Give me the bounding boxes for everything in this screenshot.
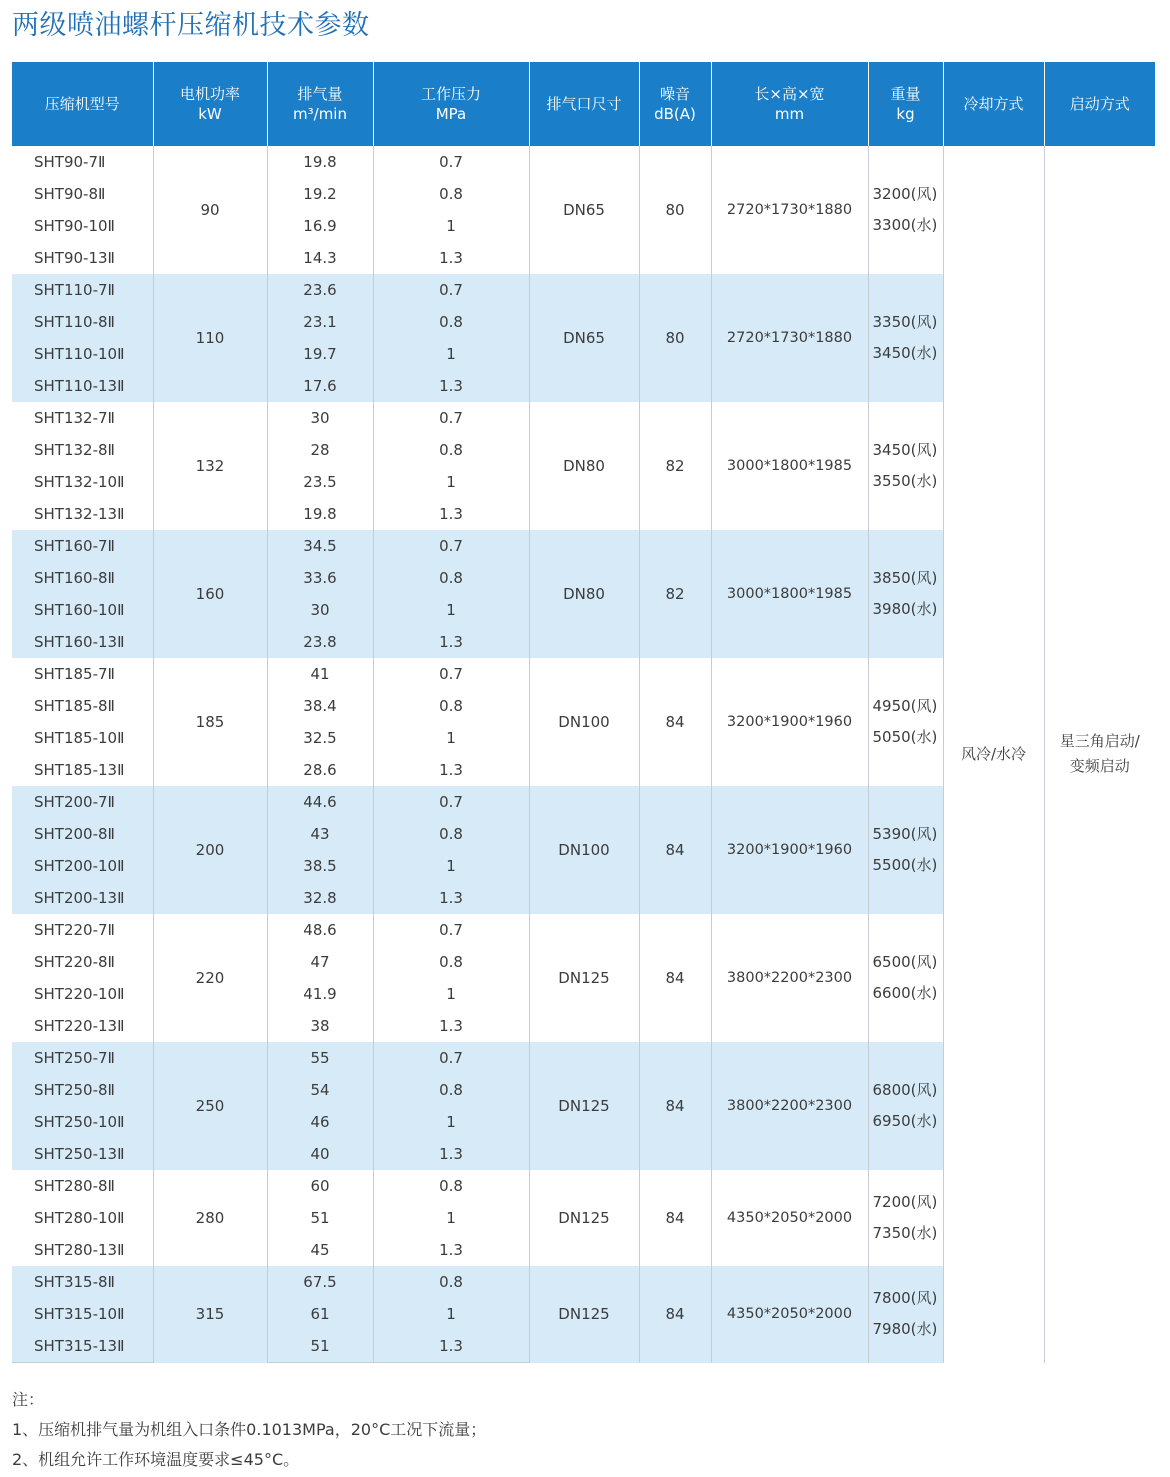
noise-cell: 80 — [639, 274, 711, 402]
power-cell: 250 — [153, 1042, 267, 1170]
model-cell: SHT90-10Ⅱ — [34, 217, 115, 235]
dimensions-cell: 2720*1730*1880 — [711, 146, 868, 274]
model-cell: SHT315-8Ⅱ — [12, 1266, 153, 1298]
dimensions-cell: 3200*1900*1960 — [711, 658, 868, 786]
pressure-cell: 1 — [373, 466, 529, 498]
header-outlet: 排气口尺寸 — [529, 62, 639, 146]
model-cell: SHT110-10Ⅱ — [12, 338, 153, 370]
outlet-cell: DN125 — [529, 1170, 639, 1266]
noise-cell: 82 — [639, 402, 711, 530]
model-cell: SHT90-13Ⅱ — [34, 249, 115, 267]
pressure-cell: 1 — [373, 338, 529, 370]
model-cell: SHT160-8Ⅱ — [12, 562, 153, 594]
model-cell: SHT185-7Ⅱ — [34, 665, 115, 683]
model-cell: SHT280-8Ⅱ — [34, 1177, 115, 1195]
pressure-cell: 0.8 — [373, 434, 529, 466]
flow-cell: 40 — [267, 1138, 373, 1170]
pressure-cell: 0.7 — [373, 658, 529, 690]
pressure-cell: 1 — [373, 850, 529, 882]
model-cell: SHT315-10Ⅱ — [12, 1298, 153, 1330]
pressure-cell: 0.7 — [373, 786, 529, 818]
flow-cell: 34.5 — [267, 530, 373, 562]
flow-cell: 23.1 — [267, 306, 373, 338]
noise-cell: 82 — [639, 530, 711, 658]
pressure-cell: 0.7 — [373, 146, 529, 178]
dimensions-cell: 4350*2050*2000 — [711, 1266, 868, 1363]
pressure-cell: 1.3 — [373, 498, 529, 530]
flow-cell: 17.6 — [267, 370, 373, 402]
power-cell: 110 — [153, 274, 267, 402]
pressure-cell: 1.3 — [373, 1330, 529, 1363]
flow-cell: 14.3 — [267, 242, 373, 274]
dimensions-cell: 3000*1800*1985 — [711, 530, 868, 658]
dimensions-cell: 3000*1800*1985 — [711, 402, 868, 530]
flow-cell: 30 — [267, 594, 373, 626]
pressure-cell: 1 — [373, 978, 529, 1010]
model-cell: SHT185-13Ⅱ — [34, 761, 125, 779]
pressure-cell: 0.8 — [373, 1266, 529, 1298]
page-title: 两级喷油螺杆压缩机技术参数 — [12, 10, 370, 41]
outlet-cell: DN100 — [529, 658, 639, 786]
model-cell: SHT160-13Ⅱ — [12, 626, 153, 658]
pressure-cell: 1 — [373, 594, 529, 626]
outlet-cell: DN125 — [529, 1266, 639, 1363]
spec-table — [12, 62, 1155, 1363]
dimensions-cell: 4350*2050*2000 — [711, 1170, 868, 1266]
model-cell: SHT220-8Ⅱ — [34, 953, 115, 971]
flow-cell: 32.8 — [267, 882, 373, 914]
weight-cell: 3350(风) 3450(水) — [868, 274, 943, 402]
flow-cell: 19.8 — [267, 498, 373, 530]
weight-cell: 3850(风) 3980(水) — [868, 530, 943, 658]
power-cell: 132 — [153, 402, 267, 530]
model-cell: SHT250-13Ⅱ — [12, 1138, 153, 1170]
model-cell: SHT132-7Ⅱ — [34, 409, 115, 427]
model-cell: SHT200-8Ⅱ — [12, 818, 153, 850]
outlet-cell: DN80 — [529, 530, 639, 658]
flow-cell: 16.9 — [267, 210, 373, 242]
flow-cell: 44.6 — [267, 786, 373, 818]
model-cell: SHT185-8Ⅱ — [34, 697, 115, 715]
model-cell: SHT220-13Ⅱ — [34, 1017, 125, 1035]
model-cell: SHT132-13Ⅱ — [34, 505, 125, 523]
model-cell: SHT132-8Ⅱ — [34, 441, 115, 459]
header-pressure: 工作压力 MPa — [373, 62, 529, 146]
noise-cell: 84 — [639, 914, 711, 1042]
flow-cell: 55 — [267, 1042, 373, 1074]
pressure-cell: 0.7 — [373, 274, 529, 306]
pressure-cell: 0.8 — [373, 306, 529, 338]
pressure-cell: 1 — [373, 1298, 529, 1330]
outlet-cell: DN125 — [529, 914, 639, 1042]
note-1: 1、压缩机排气量为机组入口条件0.1013MPa，20°C工况下流量； — [12, 1420, 487, 1439]
model-cell: SHT250-8Ⅱ — [12, 1074, 153, 1106]
header-cooling: 冷却方式 — [943, 62, 1044, 146]
model-cell: SHT315-13Ⅱ — [12, 1330, 153, 1363]
pressure-cell: 1 — [373, 1106, 529, 1138]
model-cell: SHT110-7Ⅱ — [12, 274, 153, 306]
outlet-cell: DN65 — [529, 146, 639, 274]
outlet-cell: DN65 — [529, 274, 639, 402]
model-cell: SHT90-8Ⅱ — [34, 185, 106, 203]
weight-cell: 6800(风) 6950(水) — [868, 1042, 943, 1170]
power-cell: 315 — [153, 1266, 267, 1363]
model-cell: SHT132-10Ⅱ — [34, 473, 125, 491]
pressure-cell: 0.7 — [373, 1042, 529, 1074]
model-cell: SHT110-13Ⅱ — [12, 370, 153, 402]
table-body — [12, 146, 1155, 1363]
pressure-cell: 1 — [373, 1202, 529, 1234]
power-cell: 220 — [153, 914, 267, 1042]
header-weight: 重量 kg — [868, 62, 943, 146]
flow-cell: 32.5 — [267, 722, 373, 754]
weight-cell: 5390(风) 5500(水) — [868, 786, 943, 914]
note-2: 2、机组允许工作环境温度要求≤45°C。 — [12, 1450, 300, 1469]
header-noise: 噪音 dB(A) — [639, 62, 711, 146]
pressure-cell: 0.8 — [373, 946, 529, 978]
noise-cell: 84 — [639, 786, 711, 914]
power-cell: 185 — [153, 658, 267, 786]
power-cell: 160 — [153, 530, 267, 658]
pressure-cell: 0.7 — [373, 530, 529, 562]
model-cell: SHT160-7Ⅱ — [12, 530, 153, 562]
pressure-cell: 1.3 — [373, 1138, 529, 1170]
dimensions-cell: 3800*2200*2300 — [711, 914, 868, 1042]
table-header-row — [12, 62, 1155, 146]
model-cell: SHT200-10Ⅱ — [12, 850, 153, 882]
dimensions-cell: 2720*1730*1880 — [711, 274, 868, 402]
weight-cell: 3450(风) 3550(水) — [868, 402, 943, 530]
weight-cell: 4950(风) 5050(水) — [868, 658, 943, 786]
pressure-cell: 1.3 — [373, 242, 529, 274]
flow-cell: 30 — [267, 402, 373, 434]
pressure-cell: 0.7 — [373, 914, 529, 946]
model-cell: SHT90-7Ⅱ — [34, 153, 106, 171]
pressure-cell: 1.3 — [373, 626, 529, 658]
flow-cell: 60 — [267, 1170, 373, 1202]
model-cell: SHT220-10Ⅱ — [34, 985, 125, 1003]
model-cell: SHT185-10Ⅱ — [34, 729, 125, 747]
power-cell: 90 — [153, 146, 267, 274]
header-dimensions: 长×高×宽 mm — [711, 62, 868, 146]
flow-cell: 47 — [267, 946, 373, 978]
flow-cell: 48.6 — [267, 914, 373, 946]
noise-cell: 84 — [639, 658, 711, 786]
pressure-cell: 1.3 — [373, 882, 529, 914]
dimensions-cell: 3800*2200*2300 — [711, 1042, 868, 1170]
pressure-cell: 0.8 — [373, 1074, 529, 1106]
noise-cell: 84 — [639, 1042, 711, 1170]
flow-cell: 41.9 — [267, 978, 373, 1010]
power-cell: 280 — [153, 1170, 267, 1266]
flow-cell: 23.5 — [267, 466, 373, 498]
model-cell: SHT110-8Ⅱ — [12, 306, 153, 338]
weight-cell: 6500(风) 6600(水) — [868, 914, 943, 1042]
flow-cell: 19.8 — [267, 146, 373, 178]
notes-label: 注： — [12, 1390, 45, 1409]
outlet-cell: DN125 — [529, 1042, 639, 1170]
pressure-cell: 0.8 — [373, 690, 529, 722]
flow-cell: 19.7 — [267, 338, 373, 370]
noise-cell: 84 — [639, 1170, 711, 1266]
pressure-cell: 0.7 — [373, 402, 529, 434]
pressure-cell: 1.3 — [373, 1234, 529, 1266]
flow-cell: 33.6 — [267, 562, 373, 594]
model-cell: SHT280-13Ⅱ — [34, 1241, 125, 1259]
flow-cell: 38.5 — [267, 850, 373, 882]
flow-cell: 46 — [267, 1106, 373, 1138]
flow-cell: 67.5 — [267, 1266, 373, 1298]
flow-cell: 38.4 — [267, 690, 373, 722]
flow-cell: 23.6 — [267, 274, 373, 306]
header-model: 压缩机型号 — [12, 62, 153, 146]
flow-cell: 23.8 — [267, 626, 373, 658]
pressure-cell: 1.3 — [373, 370, 529, 402]
model-cell: SHT200-13Ⅱ — [12, 882, 153, 914]
cooling-cell: 风冷/水冷 — [943, 146, 1044, 1363]
model-cell: SHT160-10Ⅱ — [12, 594, 153, 626]
flow-cell: 61 — [267, 1298, 373, 1330]
header-power: 电机功率 kW — [153, 62, 267, 146]
pressure-cell: 1 — [373, 210, 529, 242]
notes — [12, 1385, 486, 1475]
model-cell: SHT220-7Ⅱ — [34, 921, 115, 939]
header-startup: 启动方式 — [1044, 62, 1155, 146]
pressure-cell: 1.3 — [373, 1010, 529, 1042]
weight-cell: 3200(风) 3300(水) — [868, 146, 943, 274]
noise-cell: 80 — [639, 146, 711, 274]
model-cell: SHT280-10Ⅱ — [34, 1209, 125, 1227]
startup-cell: 星三角启动/ 变频启动 — [1044, 146, 1155, 1363]
flow-cell: 38 — [267, 1010, 373, 1042]
model-cell: SHT250-7Ⅱ — [12, 1042, 153, 1074]
weight-cell: 7800(风) 7980(水) — [868, 1266, 943, 1363]
flow-cell: 19.2 — [267, 178, 373, 210]
flow-cell: 41 — [267, 658, 373, 690]
flow-cell: 28.6 — [267, 754, 373, 786]
flow-cell: 28 — [267, 434, 373, 466]
pressure-cell: 0.8 — [373, 1170, 529, 1202]
pressure-cell: 0.8 — [373, 562, 529, 594]
outlet-cell: DN100 — [529, 786, 639, 914]
model-cell: SHT250-10Ⅱ — [12, 1106, 153, 1138]
table-row — [12, 146, 1155, 178]
flow-cell: 43 — [267, 818, 373, 850]
flow-cell: 51 — [267, 1202, 373, 1234]
power-cell: 200 — [153, 786, 267, 914]
pressure-cell: 1 — [373, 722, 529, 754]
pressure-cell: 1.3 — [373, 754, 529, 786]
header-flow: 排气量 m³/min — [267, 62, 373, 146]
outlet-cell: DN80 — [529, 402, 639, 530]
weight-cell: 7200(风) 7350(水) — [868, 1170, 943, 1266]
pressure-cell: 0.8 — [373, 818, 529, 850]
noise-cell: 84 — [639, 1266, 711, 1363]
pressure-cell: 0.8 — [373, 178, 529, 210]
flow-cell: 45 — [267, 1234, 373, 1266]
dimensions-cell: 3200*1900*1960 — [711, 786, 868, 914]
flow-cell: 51 — [267, 1330, 373, 1363]
model-cell: SHT200-7Ⅱ — [12, 786, 153, 818]
flow-cell: 54 — [267, 1074, 373, 1106]
